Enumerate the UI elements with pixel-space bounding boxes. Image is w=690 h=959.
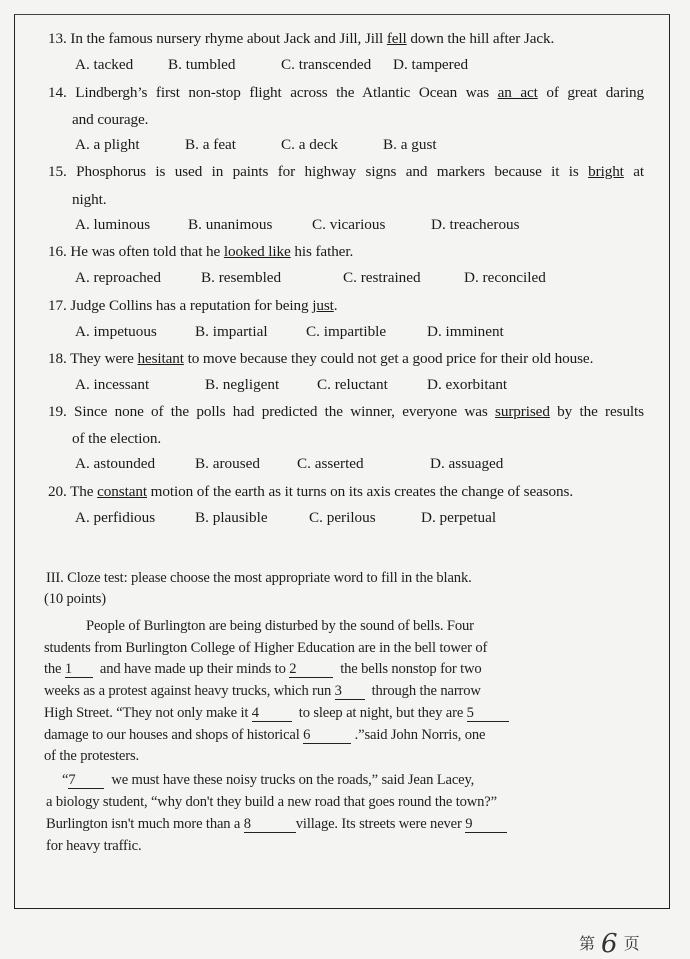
answer-option[interactable]: B. negligent: [205, 376, 280, 393]
passage-text: damage to our houses and shops of historical: [44, 727, 304, 743]
answer-option[interactable]: C. transcended: [281, 56, 372, 73]
answer-option[interactable]: A. incessant: [75, 376, 150, 393]
answer-option[interactable]: D. tampered: [393, 56, 469, 73]
passage-text: we must have these noisy trucks on the roads,” said Jean Lacey,: [104, 772, 475, 788]
answer-option[interactable]: B. unanimous: [188, 216, 273, 233]
passage-text: students from Burlington College of Higher Education are in the bell tower of: [44, 640, 488, 656]
answer-option[interactable]: B. impartial: [195, 323, 268, 340]
question-number: 17.: [48, 297, 67, 314]
underlined-word: constant: [97, 483, 147, 500]
question-number: 20.: [48, 483, 67, 500]
question-continuation: and courage.: [72, 111, 149, 128]
answer-option[interactable]: D. imminent: [427, 323, 504, 340]
passage-line: [44, 705, 509, 722]
page-number-value: 6: [601, 929, 618, 959]
blank-5[interactable]: 5: [467, 706, 509, 722]
answer-option[interactable]: C. perilous: [309, 509, 376, 526]
answer-option[interactable]: B. plausible: [195, 509, 268, 526]
passage-line: [44, 727, 485, 744]
passage-text: the: [44, 661, 65, 677]
blank-4[interactable]: 4: [252, 706, 292, 722]
question-13: [48, 30, 554, 48]
question-number: 19.: [48, 403, 67, 420]
page-number: [579, 926, 640, 959]
question-text: of great daring: [537, 84, 645, 101]
question-number: 16.: [48, 243, 67, 260]
page-prefix: 第: [579, 934, 596, 953]
question-text: In the famous nursery rhyme about Jack and Jill, Jill: [70, 30, 387, 47]
question-text: Judge Collins has a reputation for being: [70, 297, 313, 314]
passage-line: [46, 838, 142, 855]
underlined-word: bright: [588, 163, 624, 180]
answer-option[interactable]: D. perpetual: [421, 509, 497, 526]
passage-line: [86, 618, 474, 635]
answer-option[interactable]: D. exorbitant: [427, 376, 508, 393]
blank-6[interactable]: 6: [303, 728, 351, 744]
question-number: 15.: [48, 163, 67, 180]
answer-option[interactable]: A. astounded: [75, 455, 156, 472]
answer-option[interactable]: C. asserted: [297, 455, 364, 472]
underlined-word: hesitant: [137, 350, 184, 367]
answer-option[interactable]: A. a plight: [75, 136, 140, 153]
passage-text: Burlington isn't much more than a: [46, 816, 244, 832]
answer-option[interactable]: A. impetuous: [75, 323, 157, 340]
passage-text: the bells nonstop for two: [333, 661, 482, 677]
passage-line: [44, 661, 482, 678]
question-text: motion of the earth as it turns on its axis creates the change of seasons.: [146, 483, 574, 500]
answer-option[interactable]: B. tumbled: [168, 56, 236, 73]
passage-text: for heavy traffic.: [46, 838, 142, 854]
answer-option[interactable]: B. a feat: [185, 136, 237, 153]
passage-line: [44, 640, 487, 657]
answer-option[interactable]: A. perfidious: [75, 509, 156, 526]
page-suffix: 页: [623, 934, 640, 953]
passage-text: to sleep at night, but they are: [291, 705, 467, 721]
blank-8[interactable]: 8: [244, 817, 296, 833]
passage-text: High Street. “They not only make it: [44, 705, 252, 721]
question-text: Phosphorus is used in paints for highway signs and markers because it is: [76, 163, 589, 180]
underlined-word: looked like: [223, 243, 291, 260]
passage-line: [46, 794, 497, 811]
passage-text: and have made up their minds to: [92, 661, 290, 677]
question-18: [48, 350, 593, 368]
blank-7[interactable]: 7: [68, 773, 104, 789]
underlined-word: surprised: [495, 403, 550, 420]
answer-option[interactable]: A. luminous: [75, 216, 151, 233]
answer-option[interactable]: B. resembled: [201, 269, 282, 286]
section-title: III. Cloze test: please choose the most appropriate word to fill in the blank.: [46, 570, 472, 586]
question-text: by the results: [549, 403, 644, 420]
underlined-word: an act: [497, 84, 538, 101]
blank-1[interactable]: 1: [65, 662, 93, 678]
question-14: [48, 84, 644, 102]
passage-line: [44, 748, 139, 765]
section-points: (10 points): [44, 591, 106, 607]
question-text: down the hill after Jack.: [406, 30, 555, 47]
question-text: .: [333, 297, 338, 314]
question-16: [48, 243, 353, 261]
question-number: 14.: [48, 84, 67, 101]
blank-3[interactable]: 3: [335, 684, 365, 700]
answer-option[interactable]: C. restrained: [343, 269, 421, 286]
passage-line: [62, 772, 474, 789]
underlined-word: just: [312, 297, 334, 314]
question-continuation: night.: [72, 191, 107, 208]
answer-option[interactable]: D. reconciled: [464, 269, 546, 286]
answer-option[interactable]: D. assuaged: [430, 455, 504, 472]
passage-text: a biology student, “why don't they build a new road that goes round the town?”: [46, 794, 497, 810]
question-19: [48, 403, 644, 421]
question-text: to move because they could not get a good price for their old house.: [183, 350, 594, 367]
passage-text: People of Burlington are being disturbed by the sound of bells. Four: [86, 618, 474, 634]
answer-option[interactable]: D. treacherous: [431, 216, 520, 233]
passage-line: [46, 816, 507, 833]
passage-text: of the protesters.: [44, 748, 139, 764]
question-text: Since none of the polls had predicted the winner, everyone was: [74, 403, 496, 420]
question-text: They were: [70, 350, 138, 367]
underlined-word: fell: [386, 30, 407, 47]
answer-option[interactable]: C. reluctant: [317, 376, 388, 393]
answer-option[interactable]: C. a deck: [281, 136, 338, 153]
answer-option[interactable]: B. a gust: [383, 136, 437, 153]
question-text: The: [70, 483, 98, 500]
answer-option[interactable]: A. reproached: [75, 269, 162, 286]
answer-option[interactable]: B. aroused: [195, 455, 260, 472]
blank-9[interactable]: 9: [465, 817, 507, 833]
question-20: [48, 483, 573, 501]
question-15: [48, 163, 644, 181]
question-number: 13.: [48, 30, 67, 47]
answer-option[interactable]: C. impartible: [306, 323, 387, 340]
answer-option[interactable]: C. vicarious: [312, 216, 386, 233]
question-continuation: of the election.: [72, 430, 162, 447]
passage-line: [44, 683, 481, 700]
passage-text: .”said John Norris, one: [351, 727, 486, 743]
question-17: [48, 297, 337, 315]
blank-2[interactable]: 2: [289, 662, 333, 678]
question-text: at: [623, 163, 644, 180]
passage-text: through the narrow: [364, 683, 481, 699]
passage-text: village. Its streets were never: [295, 816, 466, 832]
question-text: Lindbergh’s first non-stop flight across the Atlantic Ocean was: [75, 84, 498, 101]
question-text: He was often told that he: [70, 243, 224, 260]
question-number: 18.: [48, 350, 67, 367]
answer-option[interactable]: A. tacked: [75, 56, 134, 73]
passage-text: weeks as a protest against heavy trucks, which run: [44, 683, 335, 699]
passage-text: “: [62, 772, 69, 788]
question-text: his father.: [290, 243, 354, 260]
